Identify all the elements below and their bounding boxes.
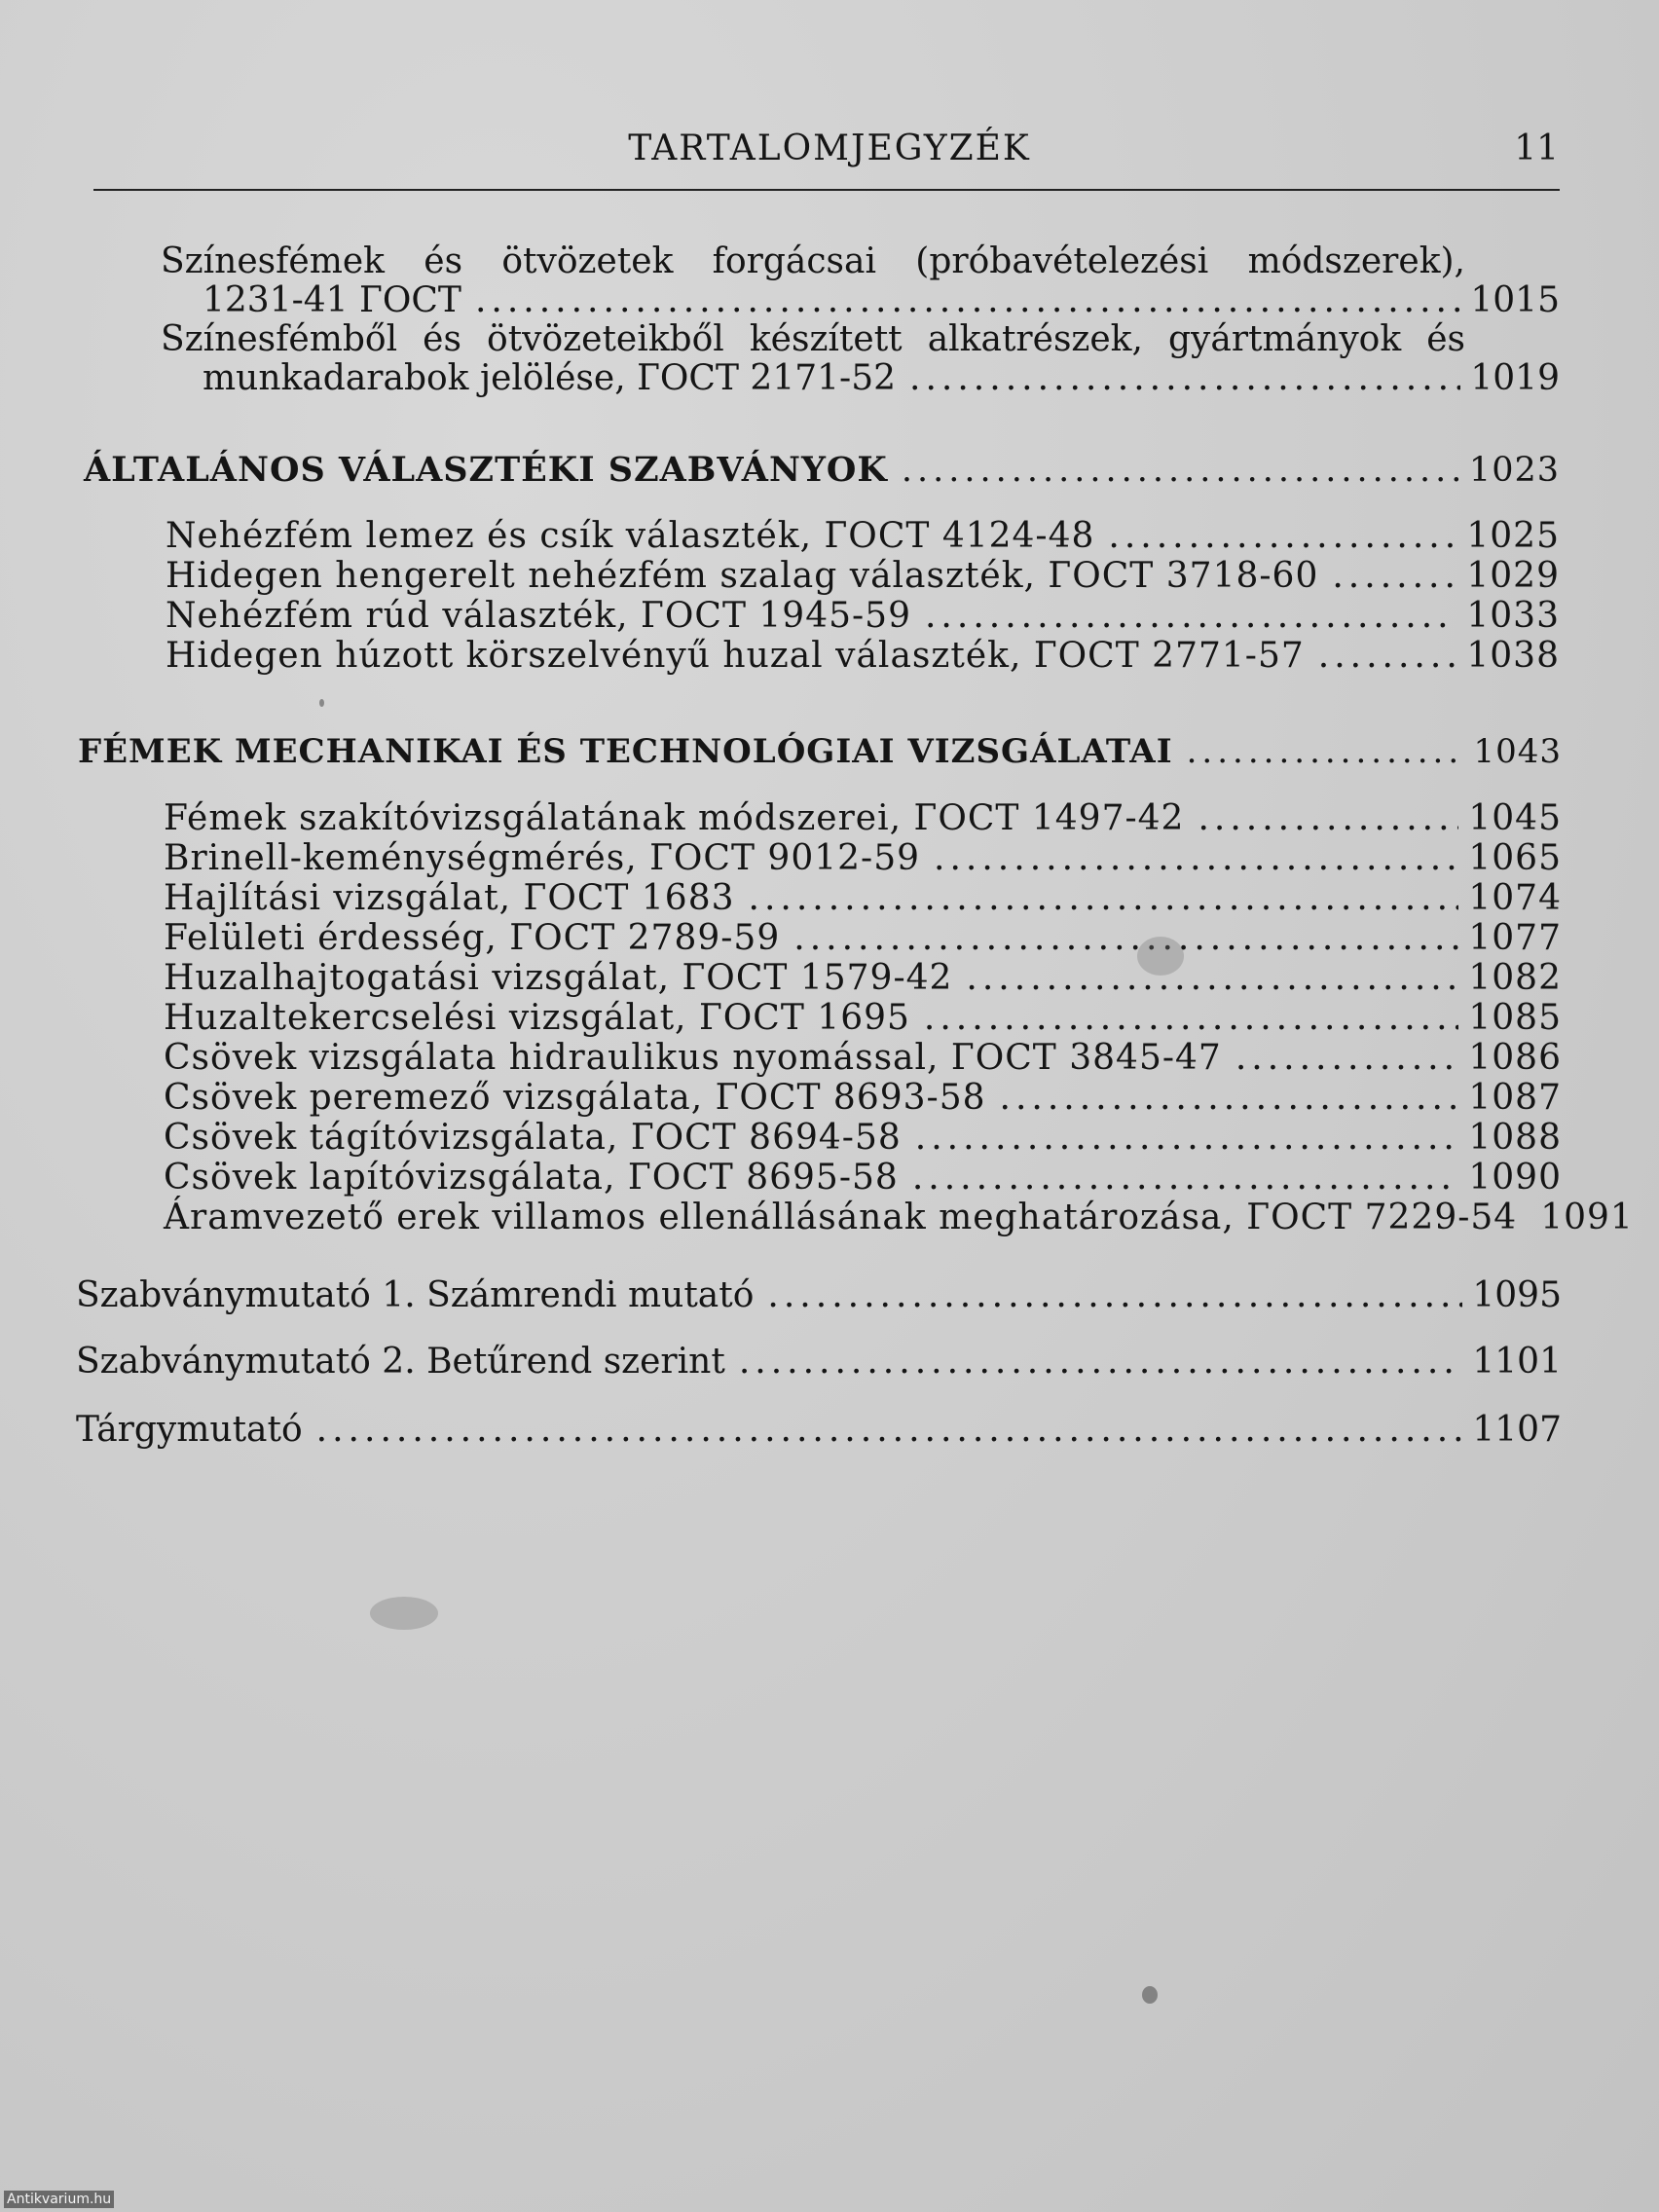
toc-item-page: 1065 xyxy=(1468,838,1562,878)
leader-dots xyxy=(793,918,1458,958)
leader-dots xyxy=(924,998,1458,1038)
toc-item xyxy=(164,998,1562,1038)
leader-dots xyxy=(767,1275,1462,1315)
toc-item-page: 1090 xyxy=(1468,1158,1562,1198)
toc-item xyxy=(164,958,1562,998)
section-heading-femek xyxy=(78,732,1562,771)
leader-dots xyxy=(1187,732,1464,771)
toc-item-text: Hajlítási vizsgálat, ГОСТ 1683 xyxy=(164,878,735,918)
toc-item xyxy=(164,838,1562,878)
section-heading-altalanos xyxy=(84,450,1560,490)
toc-item-text: Csövek lapítóvizsgálata, ГОСТ 8695-58 xyxy=(164,1158,899,1198)
leader-dots xyxy=(1000,1078,1459,1118)
toc-item-page: 1091 xyxy=(1540,1198,1634,1237)
toc-item xyxy=(164,1198,1634,1237)
paper-speck xyxy=(1142,1986,1158,2004)
section-title: ÁLTALÁNOS VÁLASZTÉKI SZABVÁNYOK xyxy=(84,450,888,490)
toc-item-text: Csövek peremező vizsgálata, ГОСТ 8693-58 xyxy=(164,1078,986,1118)
header-rule xyxy=(93,189,1560,191)
leader-dots xyxy=(966,958,1458,998)
toc-item-text: Csövek vizsgálata hidraulikus nyomással, ГОСТ 3845-47 xyxy=(164,1038,1222,1078)
paper-speck xyxy=(319,699,324,707)
toc-item-text: Nehézfém lemez és csík választék, ГОСТ 4124-48 xyxy=(166,516,1095,556)
toc-item-text: Nehézfém rúd választék, ГОСТ 1945-59 xyxy=(166,596,911,636)
toc-item-page: 1086 xyxy=(1468,1038,1562,1078)
toc-item-text: Csövek tágítóvizsgálata, ГОСТ 8694-58 xyxy=(164,1118,902,1158)
toc-item-page: 1082 xyxy=(1468,958,1562,998)
leader-dots xyxy=(1318,636,1457,676)
index-page: 1101 xyxy=(1472,1342,1562,1382)
toc-entry-1-page: 1015 xyxy=(1470,280,1560,320)
leader-dots xyxy=(934,838,1458,878)
index-entry xyxy=(76,1342,1562,1382)
leader-dots xyxy=(902,451,1459,490)
toc-item-page: 1088 xyxy=(1468,1118,1562,1158)
toc-item xyxy=(164,918,1562,958)
leader-dots xyxy=(1198,798,1458,838)
toc-item xyxy=(164,1118,1562,1158)
toc-item-page: 1029 xyxy=(1466,556,1560,596)
index-page: 1107 xyxy=(1472,1410,1562,1450)
leader-dots xyxy=(925,596,1456,636)
section-page: 1043 xyxy=(1473,732,1562,771)
toc-item xyxy=(164,1158,1562,1198)
toc-item xyxy=(164,1038,1562,1078)
leader-dots xyxy=(749,878,1459,918)
running-header-title: TARTALOMJEGYZÉK xyxy=(628,129,1031,168)
toc-item xyxy=(164,1078,1562,1118)
toc-item-page: 1045 xyxy=(1468,798,1562,838)
paper-stain xyxy=(1137,937,1184,976)
index-page: 1095 xyxy=(1472,1275,1562,1315)
index-entry xyxy=(76,1275,1562,1315)
toc-entry-2 xyxy=(203,358,1560,398)
toc-entry-1 xyxy=(203,280,1560,320)
leader-dots xyxy=(1332,556,1456,596)
toc-item-page: 1085 xyxy=(1468,998,1562,1038)
toc-item-page: 1033 xyxy=(1466,596,1560,636)
toc-entry-1-line1: Színesfémek és ötvözetek forgácsai (próbavételezési módszerek), xyxy=(161,241,1465,281)
section-page: 1023 xyxy=(1468,451,1560,490)
toc-item-page: 1077 xyxy=(1468,918,1562,958)
toc-item xyxy=(166,516,1560,556)
toc-item-text: Huzalhajtogatási vizsgálat, ГОСТ 1579-42 xyxy=(164,958,953,998)
toc-item-page: 1074 xyxy=(1468,878,1562,918)
toc-item xyxy=(166,636,1560,676)
toc-item-text: Felületi érdesség, ГОСТ 2789-59 xyxy=(164,918,781,958)
index-text: Szabványmutató 1. Számrendi mutató xyxy=(76,1275,755,1315)
toc-entry-2-line1: Színesfémből és ötvözeteikből készített alkatrészek, gyártmányok és xyxy=(161,319,1465,359)
toc-item-page: 1087 xyxy=(1468,1078,1562,1118)
toc-item xyxy=(164,798,1562,838)
toc-item xyxy=(164,878,1562,918)
leader-dots xyxy=(1235,1038,1459,1078)
toc-item-text: Huzaltekercselési vizsgálat, ГОСТ 1695 xyxy=(164,998,910,1038)
toc-item-text: Áramvezető erek villamos ellenállásának meghatározása, ГОСТ 7229-54 xyxy=(164,1198,1518,1237)
toc-item-text: Fémek szakítóvizsgálatának módszerei, ГОСТ 1497-42 xyxy=(164,798,1185,838)
index-entry xyxy=(76,1410,1562,1450)
paper-stain xyxy=(370,1597,438,1630)
watermark: Antikvarium.hu xyxy=(4,2191,114,2208)
leader-dots xyxy=(912,1158,1459,1198)
toc-item xyxy=(166,596,1560,636)
toc-item-text: Hidegen húzott körszelvényű huzal választék, ГОСТ 2771-57 xyxy=(166,636,1305,676)
toc-item-page: 1038 xyxy=(1466,636,1560,676)
leader-dots xyxy=(909,358,1460,398)
toc-entry-1-line2: 1231-41 ГОСТ xyxy=(203,280,461,320)
toc-entry-2-line2: munkadarabok jelölése, ГОСТ 2171-52 xyxy=(203,358,897,398)
toc-entry-2-page: 1019 xyxy=(1470,358,1560,398)
index-text: Tárgymutató xyxy=(76,1410,303,1450)
page-number: 11 xyxy=(1514,129,1559,168)
leader-dots xyxy=(915,1118,1459,1158)
leader-dots xyxy=(316,1410,1463,1450)
index-text: Szabványmutató 2. Betűrend szerint xyxy=(76,1342,725,1382)
leader-dots xyxy=(1108,516,1456,556)
toc-item-text: Brinell-keménységmérés, ГОСТ 9012-59 xyxy=(164,838,921,878)
leader-dots xyxy=(475,280,1460,320)
section-title: FÉMEK MECHANIKAI ÉS TECHNOLÓGIAI VIZSGÁLATAI xyxy=(78,732,1173,771)
toc-item-page: 1025 xyxy=(1466,516,1560,556)
toc-item-text: Hidegen hengerelt nehézfém szalag választék, ГОСТ 3718-60 xyxy=(166,556,1319,596)
leader-dots xyxy=(739,1342,1463,1382)
toc-item xyxy=(166,556,1560,596)
